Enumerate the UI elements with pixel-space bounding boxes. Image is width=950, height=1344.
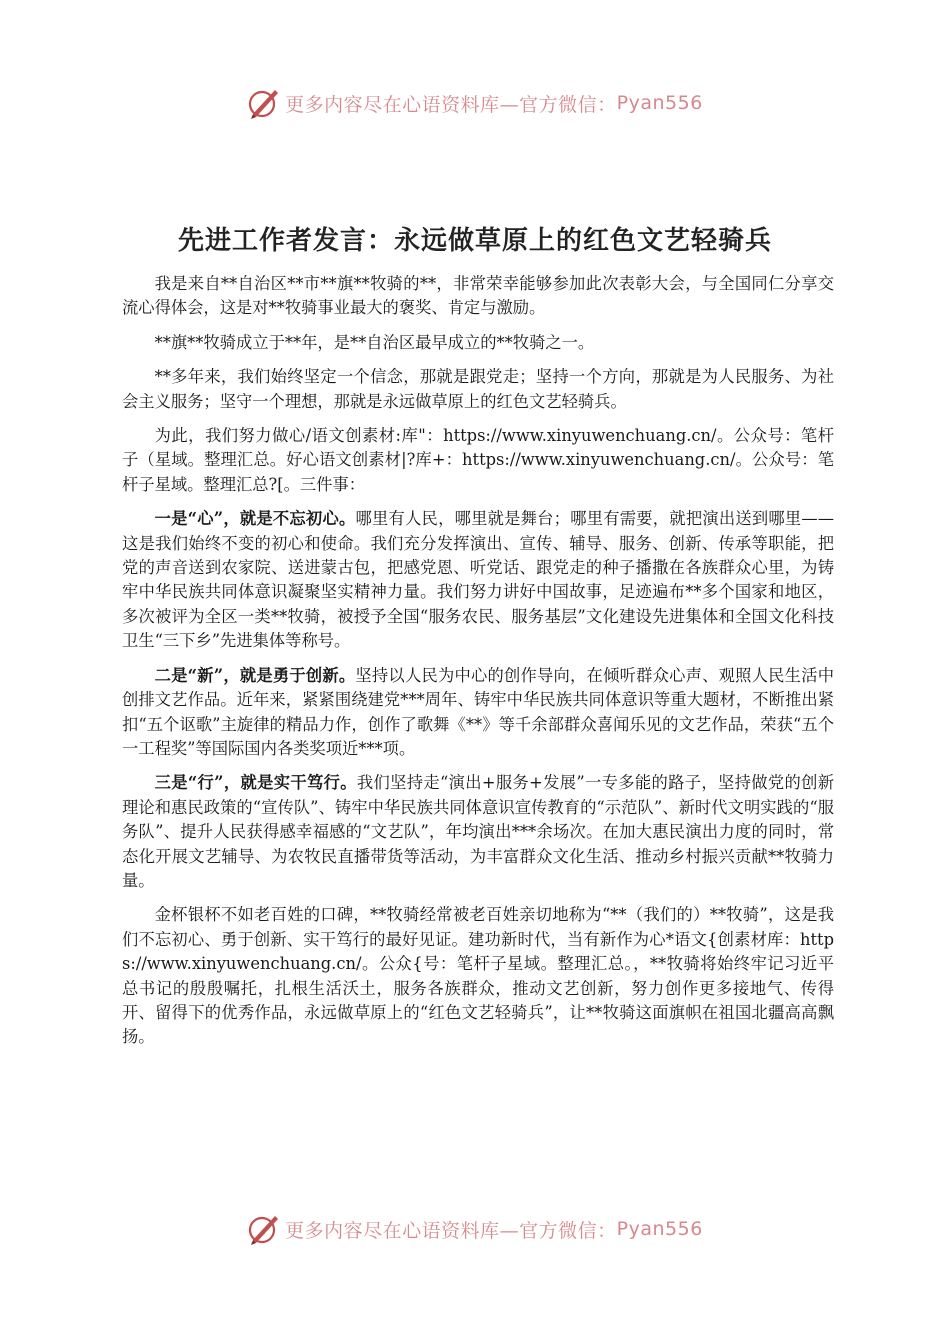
paragraph-5-lead: 一是“心”，就是不忘初心。 (154, 509, 356, 529)
paragraph-6-body: 坚持以人民为中心的创作导向，在倾听群众心声、观照人民生活中创排文艺作品。近年来，紧紧围绕建党***周年、铸牢中华民族共同体意识等重大题材，不断推出紧扣“五个讴歌”主旋律的精品力作，创作了歌舞《**》等千余部群众喜闻乐见的文艺作品，荣获“五个一工程奖”等国际国内各类奖项近***项。 (122, 665, 834, 758)
paragraph-5 (122, 507, 834, 653)
pen-logo-icon (247, 1212, 281, 1246)
paragraph-7 (122, 771, 834, 893)
header-banner-code: Pyan556 (616, 92, 703, 114)
pen-logo-icon (247, 86, 281, 120)
footer-banner-code: Pyan556 (616, 1218, 703, 1240)
footer-banner-text: 更多内容尽在心语资料库—官方微信： (285, 1219, 617, 1242)
paragraph-7-lead: 三是“行”，就是实干笃行。 (154, 773, 357, 793)
paragraph-8: 金杯银杯不如老百姓的口碑，**牧骑经常被老百姓亲切地称为“**（我们的）**牧骑”，这是我们不忘初心、勇于创新、实干笃行的最好见证。建功新时代，当有新作为心*语文{创素材库：https://www.xinyuwenchuang.cn/。公众{号：笔杆子星域。整理汇总。，**牧骑将始终牢记习近平总书记的殷殷嘱托，扎根生活沃土，服务各族群众，推动文艺创新，努力创作更多接地气、传得开、留得下的优秀作品，永远做草原上的“红色文艺轻骑兵”，让**牧骑这面旗帜在祖国北疆高高飘扬。 (122, 905, 834, 1047)
paragraph-3: **多年来，我们始终坚定一个信念，那就是跟党走；坚持一个方向，那就是为人民服务、为社会主义服务；坚守一个理想，那就是永远做草原上的红色文艺轻骑兵。 (122, 367, 834, 411)
document-body (122, 272, 834, 1060)
paragraph-7-body: 我们坚持走“演出+服务+发展”一专多能的路子，坚持做党的创新理论和惠民政策的“宣传队”、铸牢中华民族共同体意识宣传教育的“示范队”、新时代文明实践的“服务队”、提升人民获得感幸福感的“文艺队”，年均演出***余场次。在加大惠民演出力度的同时，常态化开展文艺辅导、为农牧民直播带货等活动，为丰富群众文化生活、推动乡村振兴贡献**牧骑力量。 (122, 773, 834, 890)
footer-banner (0, 1212, 950, 1246)
paragraph-4: 为此，我们努力做心/语文创素材:库"：https://www.xinyuwenchuang.cn/。公众号：笔杆子（星域。整理汇总。好心语文创素材|?库+：https://www.xinyuwenchuang.cn/。公众号：笔杆子星域。整理汇总?[。三件事： (122, 426, 834, 494)
paragraph-1: 我是来自**自治区**市**旗**牧骑的**，非常荣幸能够参加此次表彰大会，与全国同仁分享交流心得体会，这是对**牧骑事业最大的褒奖、肯定与激励。 (122, 274, 834, 318)
header-banner (0, 86, 950, 120)
document-title: 先进工作者发言：永远做草原上的红色文艺轻骑兵 (177, 226, 772, 256)
paragraph-6 (122, 664, 834, 762)
header-banner-text: 更多内容尽在心语资料库—官方微信： (285, 93, 617, 116)
paragraph-6-lead: 二是“新”，就是勇于创新。 (154, 665, 356, 685)
paragraph-2: **旗**牧骑成立于**年，是**自治区最早成立的**牧骑之一。 (154, 332, 595, 352)
paragraph-5-body: 哪里有人民，哪里就是舞台；哪里有需要，就把演出送到哪里——这是我们始终不变的初心和使命。我们充分发挥演出、宣传、辅导、服务、创新、传承等职能，把党的声音送到农家院、送进蒙古包，把感党恩、听党话、跟党走的种子播撒在各族群众心里，为铸牢中华民族共同体意识凝聚坚实精神力量。我们努力讲好中国故事，足迹遍布**多个国家和地区，多次被评为全区一类**牧骑，被授予全国“服务农民、服务基层”文化建设先进集体和全国文化科技卫生“三下乡”先进集体等称号。 (122, 509, 834, 651)
